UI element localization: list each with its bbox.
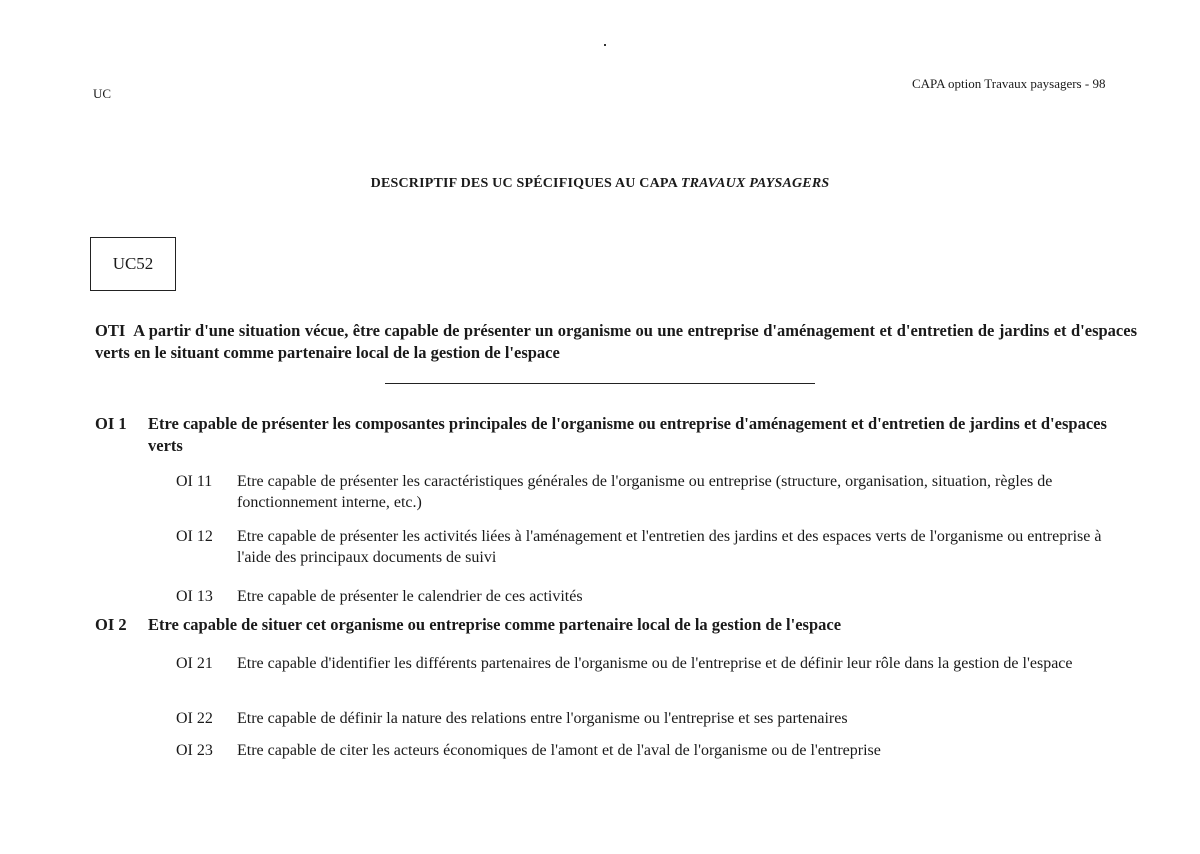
sub-objective-code: OI 21 [176,655,213,672]
oti-text: A partir d'une situation vécue, être capable de présenter un organisme ou une entreprise d'aménagement et d'entretien de jardins et d'espaces verts en le situant comme partenaire local de la gestion de l'espace [95,321,1137,362]
objective-oi-13 [176,586,1138,608]
objective-oi-21 [176,653,1138,697]
page-title-emphasis: TRAVAUX PAYSAGERS [680,176,830,191]
sub-objective-text: Etre capable de présenter les caractéristiques générales de l'organisme ou entreprise (structure, organisation, situation, règles de fonctionnement interne, etc.) [237,473,1053,511]
objective-oi-2 [95,614,1140,638]
page-title [0,176,1200,192]
sub-objective-text: Etre capable de présenter le calendrier de ces activités [237,588,583,605]
objective-code: OI 2 [95,615,127,634]
header-left-label: UC [93,86,112,101]
sub-objective-code: OI 11 [176,473,213,490]
objective-text: Etre capable de situer cet organisme ou entreprise comme partenaire local de la gestion de l'espace [148,615,842,634]
header-right-label: CAPA option Travaux paysagers - 98 [912,76,1106,91]
sub-objective-code: OI 23 [176,742,213,759]
objective-oi-12 [176,526,1138,570]
sub-objective-text: Etre capable de citer les acteurs économiques de l'amont et de l'aval de l'organisme ou de l'entreprise [237,742,881,759]
sub-objective-text: Etre capable de définir la nature des relations entre l'organisme ou l'entreprise et ses partenaires [237,710,848,727]
sub-objective-text: Etre capable de présenter les activités liées à l'aménagement et l'entretien des jardins et des espaces verts de l'organisme ou entreprise à l'aide des principaux documents de suivi [237,528,1102,566]
separator-rule [385,383,815,384]
sub-objective-code: OI 22 [176,710,213,727]
uc-code-box [90,237,176,291]
sub-objective-code: OI 13 [176,588,213,605]
objective-code: OI 1 [95,414,127,433]
objective-oi-23 [176,740,1138,762]
oti-paragraph [95,320,1137,364]
objective-oi-11 [176,471,1138,515]
objective-oi-1 [95,413,1140,459]
sub-objective-code: OI 12 [176,528,213,545]
uc-code: UC52 [112,254,154,273]
oti-code: OTI [95,321,126,340]
scan-speck [604,44,606,46]
objective-text: Etre capable de présenter les composantes principales de l'organisme ou entreprise d'aménagement et d'entretien de jardins et d'espaces verts [148,414,1107,455]
sub-objective-text: Etre capable d'identifier les différents partenaires de l'organisme ou de l'entreprise et de définir leur rôle dans la gestion de l'espace [237,655,1073,672]
objective-oi-22 [176,708,1138,730]
page-title-prefix: DESCRIPTIF DES UC SPÉCIFIQUES AU CAPA [370,176,681,191]
